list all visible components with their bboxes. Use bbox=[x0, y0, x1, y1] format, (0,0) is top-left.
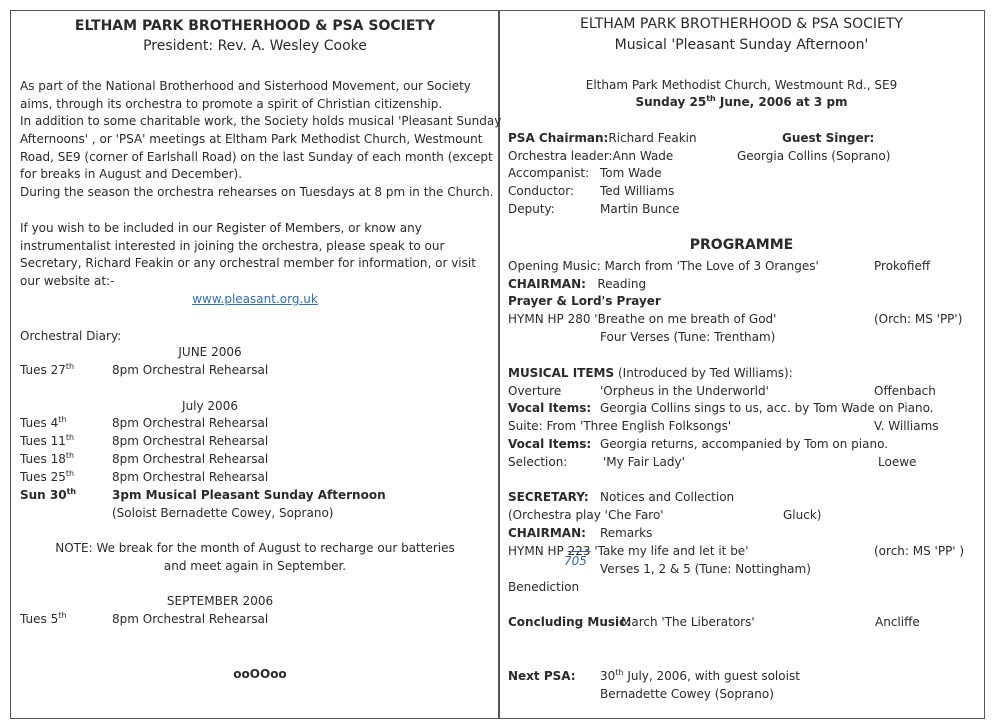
composer: V. Williams bbox=[874, 419, 939, 433]
para2-line: our website at:- bbox=[20, 274, 115, 288]
item-title: Notices and Collection bbox=[600, 490, 735, 504]
handwritten-correction: 705 bbox=[564, 554, 587, 568]
diary-event: 3pm Musical Pleasant Sunday Afternoon bbox=[112, 488, 386, 502]
next-psa-date: 30th July, 2006, with guest soloist bbox=[600, 668, 800, 683]
para2-line: If you wish to be included in our Register of Members, or know any bbox=[20, 221, 422, 235]
diary-date: Tues 11th bbox=[20, 433, 75, 448]
hymn-verses: Verses 1, 2 & 5 (Tune: Nottingham) bbox=[600, 562, 811, 576]
composer: Prokofieff bbox=[874, 259, 931, 273]
para2-line: instrumentalist interested in joining the orchestra, please speak to our bbox=[20, 239, 445, 253]
hymn: HYMN HP 223 'Take my life and let it be' bbox=[508, 544, 749, 558]
hymn-orch: (orch: MS 'PP' ) bbox=[874, 544, 965, 558]
diary-date: Tues 25th bbox=[20, 469, 75, 484]
diary-date: Sun 30th bbox=[20, 487, 77, 502]
item-title: (Orchestra play 'Che Faro' bbox=[508, 508, 664, 522]
prayer: Prayer & Lord's Prayer bbox=[508, 294, 661, 308]
event-date: Sunday 25th June, 2006 at 3 pm bbox=[635, 94, 848, 109]
para1-line: As part of the National Brotherhood and Sisterhood Movement, our Society bbox=[20, 79, 471, 93]
item-title: 'My Fair Lady' bbox=[603, 455, 685, 469]
composer: Ancliffe bbox=[875, 615, 920, 629]
website-link[interactable]: www.pleasant.org.uk bbox=[192, 292, 318, 306]
para1-line: In addition to some charitable work, the Society holds musical 'Pleasant Sunday bbox=[20, 114, 502, 128]
note-line: NOTE: We break for the month of August to recharge our batteries bbox=[55, 541, 455, 555]
month-july: July 2006 bbox=[182, 399, 238, 413]
venue: Eltham Park Methodist Church, Westmount Rd., SE9 bbox=[585, 78, 898, 92]
next-psa-soloist: Bernadette Cowey (Soprano) bbox=[600, 687, 774, 701]
role-row: PSA Chairman:Richard Feakin bbox=[508, 131, 697, 145]
hymn-verses: Four Verses (Tune: Trentham) bbox=[600, 330, 776, 344]
guest-label: Guest Singer: bbox=[782, 131, 875, 145]
item-title: March 'The Liberators' bbox=[621, 615, 755, 629]
diary-date: Tues 27th bbox=[20, 362, 75, 377]
composer: Loewe bbox=[878, 455, 917, 469]
benediction: Benediction bbox=[508, 580, 580, 594]
item-title: Georgia returns, accompanied by Tom on piano. bbox=[600, 437, 889, 451]
diary-date: Tues 5th bbox=[20, 611, 67, 626]
item-label: Vocal Items: bbox=[508, 401, 592, 415]
item-label: SECRETARY: bbox=[508, 490, 589, 504]
role-name: Ted Williams bbox=[600, 184, 675, 198]
item-label: Concluding Music: bbox=[508, 615, 632, 629]
left-title: ELTHAM PARK BROTHERHOOD & PSA SOCIETY bbox=[74, 18, 436, 34]
diary-event: 8pm Orchestral Rehearsal bbox=[112, 452, 269, 466]
role-label: Deputy: bbox=[508, 202, 555, 216]
month-june: JUNE 2006 bbox=[178, 345, 242, 359]
website-row bbox=[10, 291, 500, 307]
programme-heading: PROGRAMME bbox=[689, 237, 794, 253]
president: President: Rev. A. Wesley Cooke bbox=[143, 38, 367, 54]
item-title: Georgia Collins sings to us, acc. by Tom Wade on Piano. bbox=[600, 401, 934, 415]
item-label: Selection: bbox=[508, 455, 568, 469]
para1-line: During the season the orchestra rehearses on Tuesdays at 8 pm in the Church. bbox=[20, 185, 494, 199]
note-line: and meet again in September. bbox=[163, 559, 347, 573]
right-title: ELTHAM PARK BROTHERHOOD & PSA SOCIETY bbox=[580, 16, 903, 32]
composer: Offenbach bbox=[874, 384, 936, 398]
diary-title: Orchestral Diary: bbox=[20, 329, 122, 343]
diary-date: Tues 4th bbox=[20, 415, 67, 430]
item-title: Suite: From 'Three English Folksongs' bbox=[508, 419, 732, 433]
diary-event: 8pm Orchestral Rehearsal bbox=[112, 470, 269, 484]
para1-line: for breaks in August and December). bbox=[20, 167, 243, 181]
diary-event: 8pm Orchestral Rehearsal bbox=[112, 363, 269, 377]
role-name: Tom Wade bbox=[600, 166, 662, 180]
para1-line: aims, through its orchestra to promote a spirit of Christian citizenship. bbox=[20, 97, 443, 111]
role-label: Accompanist: bbox=[508, 166, 590, 180]
role-row: Orchestra leader:Ann Wade bbox=[508, 149, 674, 163]
guest-name: Georgia Collins (Soprano) bbox=[737, 149, 891, 163]
item-label: Vocal Items: bbox=[508, 437, 592, 451]
para1-line: Afternoons' , or 'PSA' meetings at Eltham Park Methodist Church, Westmount bbox=[20, 132, 483, 146]
diary-event: 8pm Orchestral Rehearsal bbox=[112, 434, 269, 448]
para2-line: Secretary, Richard Feakin or any orchestral member for information, or visit bbox=[20, 256, 476, 270]
next-psa-label: Next PSA: bbox=[508, 669, 576, 683]
hymn-orch: (Orch: MS 'PP') bbox=[874, 312, 963, 326]
month-september: SEPTEMBER 2006 bbox=[166, 594, 274, 608]
role-name: Martin Bunce bbox=[600, 202, 680, 216]
event-subtitle: Musical 'Pleasant Sunday Afternoon' bbox=[614, 37, 869, 53]
hymn: HYMN HP 280 'Breathe on me breath of God' bbox=[508, 312, 777, 326]
programme-item: CHAIRMAN: Reading bbox=[508, 277, 647, 291]
ornament: ooOOoo bbox=[233, 667, 287, 681]
musical-items-heading: MUSICAL ITEMS (Introduced by Ted Williams): bbox=[508, 366, 793, 380]
programme-item: Opening Music: March from 'The Love of 3 Oranges' bbox=[508, 259, 819, 273]
item-label: CHAIRMAN: bbox=[508, 526, 586, 540]
item-title: 'Orpheus in the Underworld' bbox=[600, 384, 769, 398]
item-label: Overture bbox=[508, 384, 562, 398]
composer: Gluck) bbox=[783, 508, 822, 522]
soloist-note: (Soloist Bernadette Cowey, Soprano) bbox=[112, 506, 334, 520]
para1-line: Road, SE9 (corner of Earlshall Road) on the last Sunday of each month (except bbox=[20, 150, 493, 164]
diary-event: 8pm Orchestral Rehearsal bbox=[112, 612, 269, 626]
role-label: Conductor: bbox=[508, 184, 574, 198]
diary-date: Tues 18th bbox=[20, 451, 75, 466]
diary-event: 8pm Orchestral Rehearsal bbox=[112, 416, 269, 430]
item-title: Remarks bbox=[600, 526, 653, 540]
